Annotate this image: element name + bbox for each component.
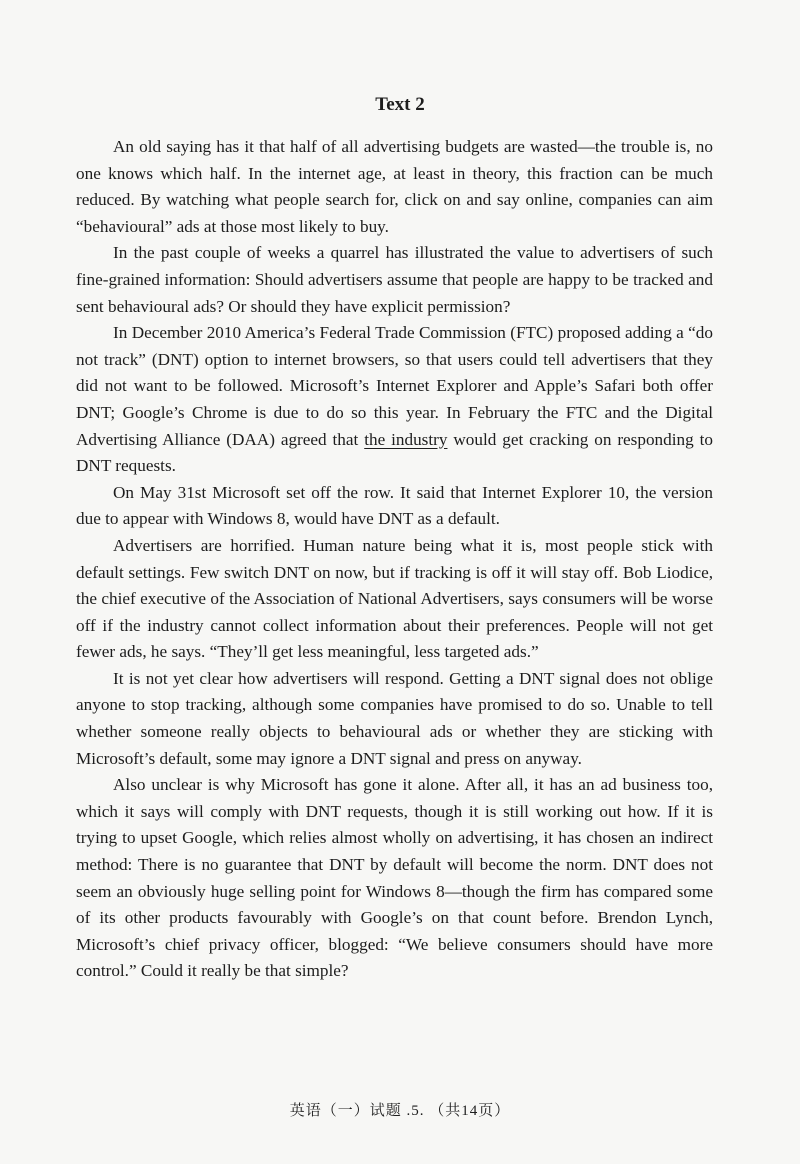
paragraph-3-text-before: In December 2010 America’s Federal Trade Commission (FTC) proposed adding a “do not track” (DNT) option to internet browsers, so that users could tell advertisers that they did not want to be followed. Microsoft’s Internet Explorer and Apple’s Safari both offer DNT; Google’s Chrome is due to do so this year. In February the FTC and the Digital Advertising Alliance (DAA) agreed that <box>76 323 713 449</box>
paragraph-2: In the past couple of weeks a quarrel has illustrated the value to advertisers of such fine-grained information: Should advertisers assume that people are happy to be tracked and sent behavioural ads? Or should they have explicit permission? <box>76 243 713 316</box>
paragraph-7: Also unclear is why Microsoft has gone it alone. After all, it has an ad business too, which it says will comply with DNT requests, though it is still working out how. If it is trying to upset Google, which relies almost wholly on advertising, it has chosen an indirect method: There is no guarantee that DNT by default will become the norm. DNT does not seem an obviously huge selling point for Windows 8—though the firm has compared some of its other products favourably with Google’s on that count before. Brendon Lynch, Microsoft’s chief privacy officer, blogged: “We believe consumers should have more control.” Could it really be that simple? <box>76 775 713 981</box>
passage-body <box>76 134 713 985</box>
paragraph-5: Advertisers are horrified. Human nature being what it is, most people stick with default settings. Few switch DNT on now, but if tracking is off it will stay off. Bob Liodice, the chief executive of the Association of National Advertisers, says consumers will be worse off if the industry cannot collect information about their preferences. People will not get fewer ads, he says. “They’ll get less meaningful, less targeted ads.” <box>76 535 713 662</box>
paragraph-3-text-after: would get cracking on responding to DNT requests. <box>76 429 713 476</box>
paragraph-6: It is not yet clear how advertisers will respond. Getting a DNT signal does not oblige anyone to stop tracking, although some companies have promised to do so. Unable to tell whether someone really objects to behavioural ads or whether they are sticking with Microsoft’s default, some may ignore a DNT signal and press on anyway. <box>76 668 713 768</box>
paragraph-1: An old saying has it that half of all advertising budgets are wasted—the trouble is, no one knows which half. In the internet age, at least in theory, this fraction can be much reduced. By watching what people search for, click on and say online, companies can aim “behavioural” ads at those most likely to buy. <box>76 137 713 236</box>
paragraph-4: On May 31st Microsoft set off the row. It said that Internet Explorer 10, the version due to appear with Windows 8, would have DNT as a default. <box>76 482 713 529</box>
paragraph-3 <box>76 320 713 480</box>
page-footer: 英语（一）试题 .5. （共14页） <box>289 1103 511 1119</box>
underlined-phrase: the industry <box>364 429 448 449</box>
section-title: Text 2 <box>375 94 425 115</box>
